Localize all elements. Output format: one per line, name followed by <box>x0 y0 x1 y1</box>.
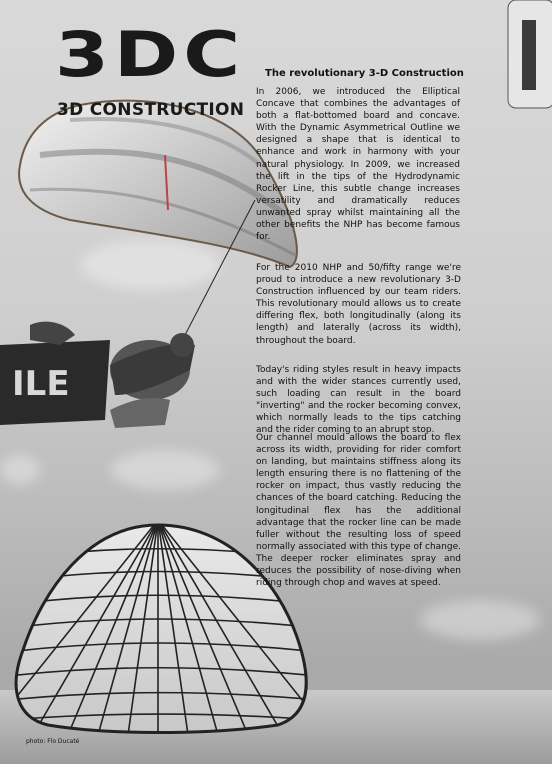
article-paragraph-4: Our channel mould allows the board to flex across its width, providing for rider comfort on landing, but maintains stiffness along its length ensuring there is no flattening of the rocker on impact, thus vastly reducing the chances of the board catching. Reducing the longitudinal flex has the additional advantage that the rocker line can be made fuller without the resulting loss of speed normally associated with this type of change. The deeper rocker eliminates spray and reduces the possibility of nose-diving when riding through chop and waves at speed. <box>256 433 461 589</box>
logo-subtitle: 3D CONSTRUCTION <box>57 100 245 120</box>
cloud <box>110 450 220 490</box>
article-paragraph-3: Today's riding styles result in heavy impacts and with the wider stances currently used, such loading can result in the board "inverting" and the rocker becoming convex, which normally leads to the tips catching and the rider coming to an abrupt stop. <box>256 365 461 436</box>
logo-mark: 3DC <box>55 18 246 91</box>
article-heading: The revolutionary 3-D Construction <box>265 68 464 79</box>
article-paragraph-1: In 2006, we introduced the Elliptical Concave that combines the advantages of both a flat-bottomed board and concave. With the Dynamic Asymmetrical Outline we designed a shape that is identical to enhance and work in harmony with your natural physiology. In 2009, we increased the lift in the tips of the Hydrodynamic Rocker Line, this subtle change increases versatility and dramatically reduces unwanted spray whilst maintaining all the other benefits the NHP has become famous for. <box>256 87 460 243</box>
kiteboarder-photo <box>0 300 240 440</box>
photo-credit: photo: Flo Ducaté <box>26 738 80 745</box>
cloud <box>0 455 40 485</box>
article-paragraph-2: For the 2010 NHP and 50/fifty range we're proud to introduce a new revolutionary 3-D Construction influenced by our team riders. This revolutionary mould allows us to create differing flex, both longitudinally (along its length) and laterally (across its width), throughout the board. <box>256 263 461 346</box>
cloud <box>420 600 540 640</box>
logo-3dc <box>55 12 260 120</box>
svg-text:ILE: ILE <box>12 364 70 404</box>
kite-board-top-right <box>500 0 552 110</box>
